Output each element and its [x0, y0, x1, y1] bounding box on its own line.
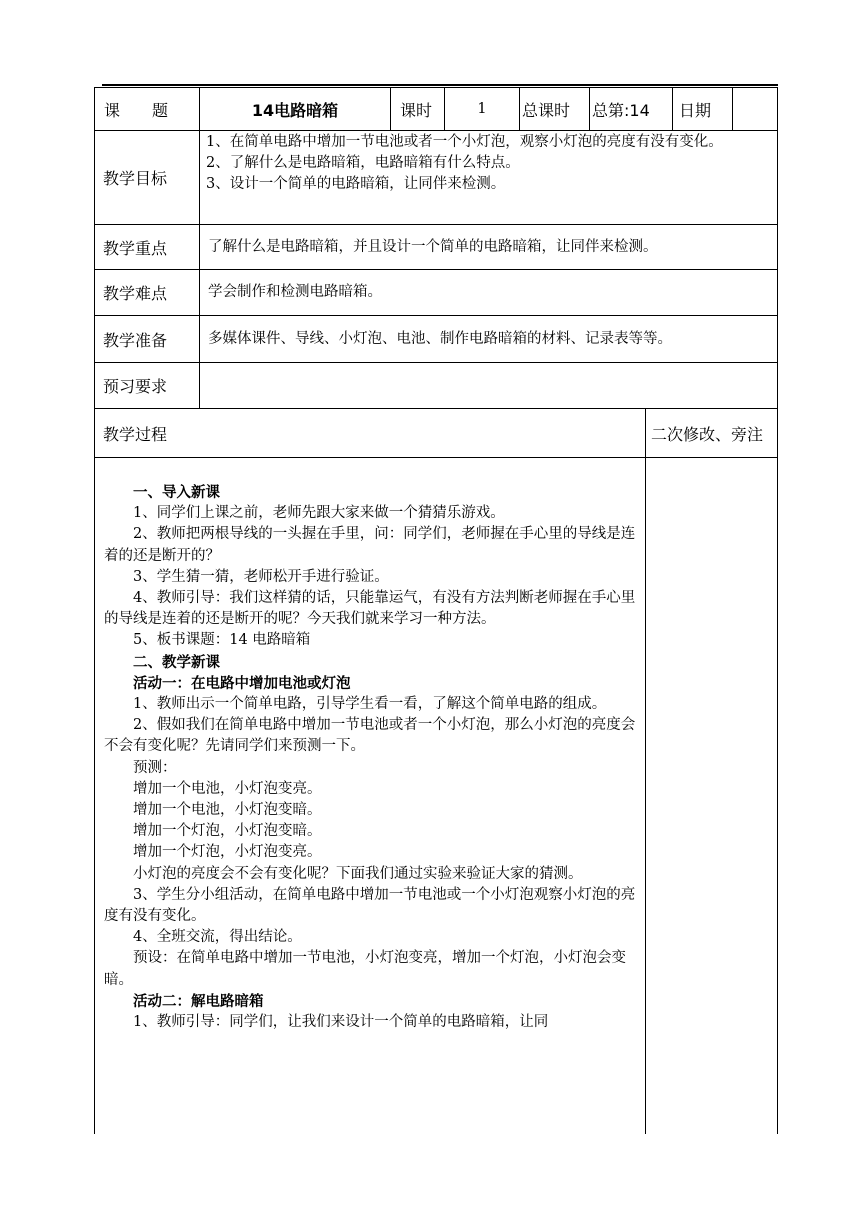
process-paragraph: 1、教师出示一个简单电路，引导学生看一看，了解这个简单电路的组成。 [133, 696, 607, 713]
key-points-text: 了解什么是电路暗箱，并且设计一个简单的电路暗箱，让同伴来检测。 [208, 238, 658, 255]
notes-label: 二次修改、旁注 [651, 424, 764, 444]
process-paragraph: 3、学生分小组活动，在简单电路中增加一节电池或一个小灯泡观察小灯泡的亮度有没有变化。 [104, 886, 636, 925]
period-value: 1 [477, 100, 487, 117]
process-paragraph: 增加一个电池，小灯泡变暗。 [133, 802, 322, 819]
topic-value: 14电路暗箱 [251, 100, 339, 120]
process-paragraph: 活动一：在电路中增加电池或灯泡 [133, 674, 351, 692]
total-value: 总第:14 [592, 100, 650, 120]
difficulties-text: 学会制作和检测电路暗箱。 [208, 284, 382, 300]
preparation-label: 教学准备 [103, 330, 168, 350]
process-body [104, 482, 640, 1033]
process-paragraph: 1、教师引导：同学们，让我们来设计一个简单的电路暗箱，让同 [133, 1014, 549, 1031]
objectives-label: 教学目标 [103, 169, 168, 188]
process-paragraph: 增加一个灯泡，小灯泡变亮。 [133, 844, 322, 861]
difficulties-label: 教学难点 [103, 284, 168, 303]
objective-item: 2、了解什么是电路暗箱，电路暗箱有什么特点。 [206, 155, 520, 171]
key-points-label: 教学重点 [103, 238, 168, 258]
process-paragraph: 4、教师引导：我们这样猜的话，只能靠运气，有没有方法判断老师握在手心里的导线是连着的还是断开的呢？今天我们就来学习一种方法。 [104, 590, 636, 628]
header-rule [102, 84, 778, 86]
objective-item: 1、在简单电路中增加一节电池或者一个小灯泡，观察小灯泡的亮度有没有变化。 [206, 134, 723, 150]
process-paragraph: 1、同学们上课之前，老师先跟大家来做一个猜猜乐游戏。 [133, 505, 505, 522]
date-value [734, 88, 776, 130]
period-label: 课时 [400, 100, 433, 120]
preview-text [208, 363, 774, 408]
process-paragraph: 活动二：解电路暗箱 [133, 992, 264, 1010]
process-paragraph: 2、教师把两根导线的一头握在手里，问：同学们，老师握在手心里的导线是连着的还是断开的？ [104, 526, 636, 564]
process-paragraph: 5、板书课题：14 电路暗箱 [133, 632, 311, 649]
preview-label: 预习要求 [103, 377, 168, 396]
process-label: 教学过程 [103, 424, 168, 444]
process-paragraph: 2、假如我们在简单电路中增加一节电池或者一个小灯泡，那么小灯泡的亮度会不会有变化呢？先请同学们来预测一下。 [104, 717, 636, 755]
preparation-text: 多媒体课件、导线、小灯泡、电池、制作电路暗箱的材料、记录表等等。 [208, 330, 672, 347]
date-label: 日期 [679, 100, 712, 120]
objectives-text [206, 132, 772, 195]
objective-item: 3、设计一个简单的电路暗箱，让同伴来检测。 [206, 176, 506, 192]
process-paragraph: 预测： [133, 759, 177, 776]
topic-label: 课 题 [104, 100, 169, 120]
process-paragraph: 小灯泡的亮度会不会有变化呢？下面我们通过实验来验证大家的猜测。 [133, 865, 583, 882]
process-paragraph: 3、学生猜一猜，老师松开手进行验证。 [133, 568, 389, 585]
process-paragraph: 预设：在简单电路中增加一节电池，小灯泡变亮，增加一个灯泡，小灯泡会变暗。 [104, 950, 626, 988]
process-paragraph: 增加一个电池，小灯泡变亮。 [133, 780, 322, 797]
total-label: 总课时 [522, 100, 571, 120]
process-paragraph: 增加一个灯泡，小灯泡变暗。 [133, 823, 322, 840]
process-paragraph: 一、导入新课 [133, 484, 220, 501]
process-paragraph: 二、教学新课 [133, 653, 220, 671]
process-paragraph: 4、全班交流，得出结论。 [133, 929, 302, 946]
